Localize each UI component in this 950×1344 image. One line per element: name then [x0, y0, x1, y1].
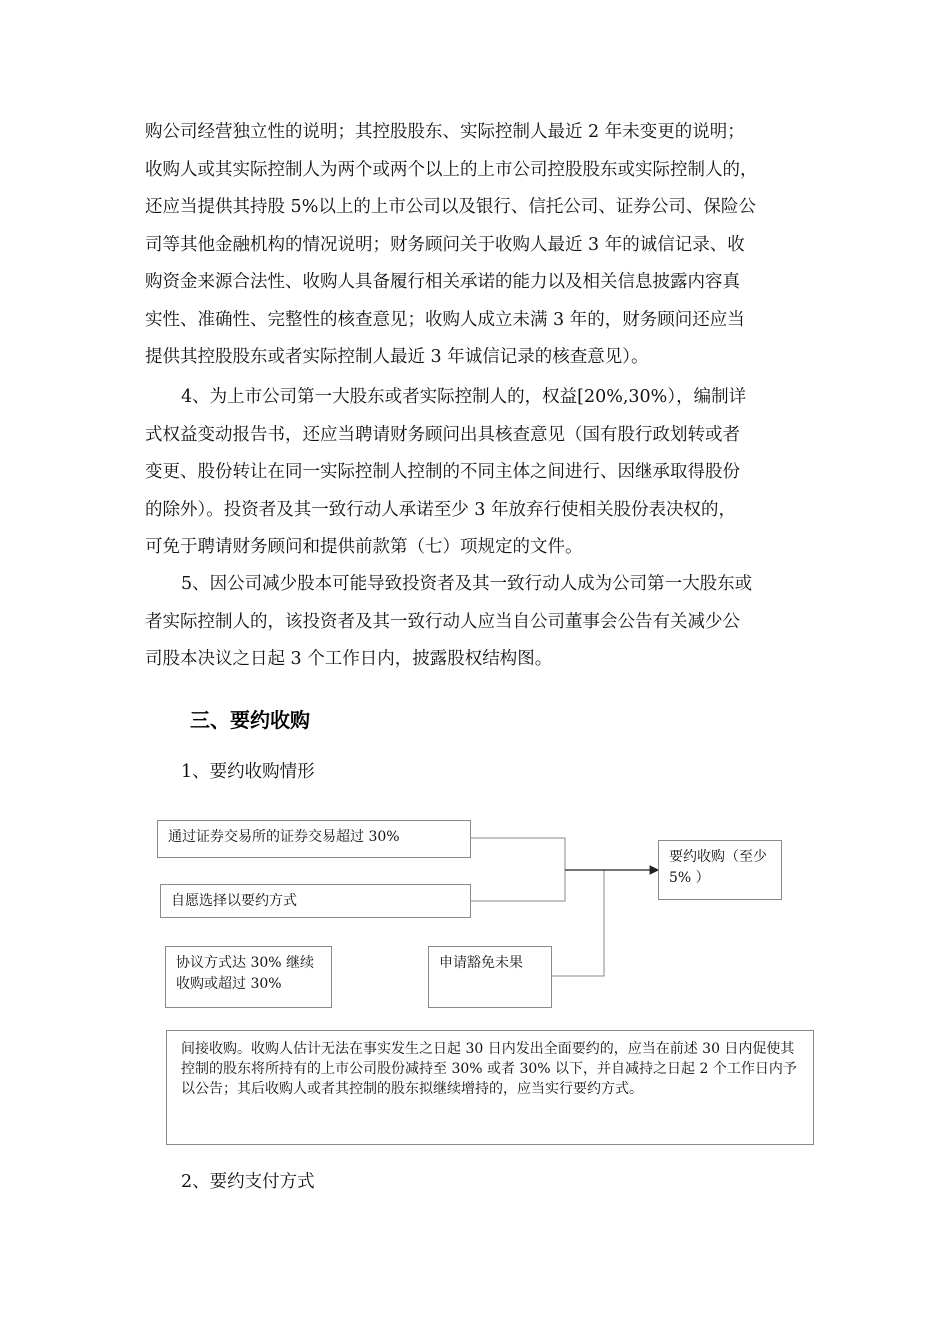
text-line: 的除外）。投资者及其一致行动人承诺至少 3 年放弃行使相关股份表决权的，: [145, 499, 737, 520]
box-label: 协议方式达 30% 继续收购或超过 30%: [176, 955, 315, 992]
text-line: 5、因公司减少股本可能导致投资者及其一致行动人成为公司第一大股东或: [181, 574, 753, 594]
text-line: 变更、股份转让在同一实际控制人控制的不同主体之间进行、因继承取得股份: [145, 462, 740, 482]
bracket-line: [470, 838, 565, 901]
text-line: 还应当提供其持股 5%以上的上市公司以及银行、信托公司、证券公司、保险公: [145, 197, 756, 217]
box-label: 要约收购（至少 5% ）: [669, 849, 767, 886]
result-box-tender-offer: [658, 840, 782, 900]
text-line: 司等其他金融机构的情况说明；财务顾问关于收购人最近 3 年的诚信记录、收: [145, 234, 745, 255]
text-line: 购资金来源合法性、收购人具备履行相关承诺的能力以及相关信息披露内容真: [145, 272, 740, 292]
note-text: 间接收购。收购人估计无法在事实发生之日起 30 日内发出全面要约的，应当在前述 30 日内促使其控制的股东将所持有的上市公司股份减持至 30% 或者 30% 以下，并自减持之日起 2 个工作日内予以公告；其后收购人或者其控制的股东拟继续增持的，应当实行要约方式。: [181, 1041, 797, 1097]
subheading-1: 1、要约收购情形: [181, 762, 315, 782]
text-line: 式权益变动报告书，还应当聘请财务顾问出具核查意见（国有股行政划转或者: [145, 424, 740, 445]
box-label: 申请豁免未果: [439, 955, 523, 971]
connector-line: [552, 870, 604, 976]
box-label: 通过证券交易所的证券交易超过 30%: [168, 829, 400, 845]
text-line: 收购人或其实际控制人为两个或两个以上的上市公司控股股东或实际控制人的，: [145, 159, 758, 180]
text-line: 提供其控股股东或者实际控制人最近 3 年诚信记录的核查意见）。: [145, 347, 649, 367]
note-box-indirect-acquisition: [166, 1030, 814, 1145]
text-line: 实性、准确性、完整性的核查意见；收购人成立未满 3 年的，财务顾问还应当: [145, 309, 745, 330]
subheading-2: 2、要约支付方式: [181, 1172, 315, 1192]
condition-box-exchange: [157, 820, 471, 858]
section-heading: 三、要约收购: [190, 708, 310, 732]
condition-box-exemption: [428, 946, 552, 1008]
box-label: 自愿选择以要约方式: [171, 893, 297, 909]
condition-box-agreement: [165, 946, 332, 1008]
text-line: 司股本决议之日起 3 个工作日内，披露股权结构图。: [145, 649, 553, 669]
text-line: 可免于聘请财务顾问和提供前款第（七）项规定的文件。: [145, 537, 583, 557]
text-line: 购公司经营独立性的说明；其控股股东、实际控制人最近 2 年未变更的说明；: [145, 122, 745, 142]
text-line: 4、为上市公司第一大股东或者实际控制人的，权益[20%,30%），编制详: [181, 387, 747, 407]
condition-box-voluntary: [160, 884, 471, 918]
text-line: 者实际控制人的，该投资者及其一致行动人应当自公司董事会公告有关减少公: [145, 611, 740, 632]
